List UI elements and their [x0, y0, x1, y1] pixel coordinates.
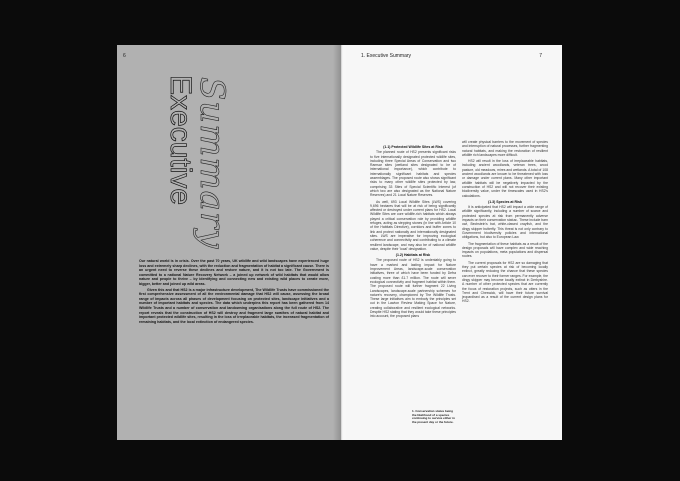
title-outline: Executive — [164, 75, 197, 206]
left-page — [117, 45, 341, 440]
section-heading-1-3: (1.3) Species at Risk — [488, 199, 522, 204]
title-script: Summary — [192, 77, 232, 250]
section-heading-1-2: (1.2) Habitats at Risk — [395, 253, 431, 258]
right-page — [341, 45, 562, 440]
col-a-paragraph: The proposed route of HS2 is undeniably going to have a marked and lasting impact for Nature Improvement Areas, landscape-scale conservation initiatives, three of which have been funded by Defra costing more than £1.7 million. The route will sever ecological connectivity and fragment habitat within them. The proposed route will further fragment 22 Living Landscapes, landscape-scale partnership schemes for nature's recovery, championed by The Wildlife Trusts. These large initiatives aim to embody the principles set out in the Lawton Review Making Space for Nature, creating collaborative and resilient ecological networks. Despite HS2 stating that they would take these principles into account, the proposed plans — [370, 258, 456, 319]
col-b-paragraph: will create physical barriers to the movement of species and interruption of natural processes, further fragmenting natural habitats, and making the restoration of resilient wildlife rich landscapes more difficult. — [462, 140, 548, 157]
col-b-paragraph: The fragmentation of these habitats as a result of the design proposals will have complex and wide reaching impacts on populations, meta populations and dispersal routes. — [462, 241, 548, 259]
running-head: 1. Executive Summary — [361, 53, 412, 59]
book-gutter — [333, 45, 349, 440]
left-body-text — [139, 259, 329, 324]
col-b-paragraph: The current proposals for HS2 are so damaging that they put certain species at risk of becoming locally extinct, greatly reducing the chance that these species can ever recover to their former ranges. For example, the dingy skipper may become locally extinct in Derbyshire. A number of other protected species that are currently the focus of restoration projects, such as otters in the Trent and Cheswick, will have their future survival jeopardised as a result of the current design plans for HS2. — [462, 260, 548, 304]
col-a-paragraph: The planned route of HS2 presents significant risks to five internationally designated protected wildlife sites, including three Special Areas of Conservation and two Ramsar sites (wetland sites designated to be of international importance), which contribute to internationally significant habitats and species assemblages. The proposed route also shows significant risks to many other wildlife sites protected by law, comprising 33 Sites of Special Scientific Interest (of which two are also designated as the National Nature Reserves) and 21 Local Nature Reserves. — [370, 150, 456, 198]
col-b-paragraph: It is anticipated that HS2 will impact a wide range of wildlife significantly, including a number of scarce and protected species at risk from permanently adverse impacts on their conservation status¹. These include barn owl, Bechstein's bat, white-clawed crayfish, and the dingy skipper butterfly. This threat is not only contrary to Government biodiversity policies and international obligations, but also to European Law. — [462, 205, 548, 240]
section-heading-1-1: (1.1) Protected Wildlife Sites at Risk — [383, 145, 443, 149]
left-paragraph-2: Given this and that HS2 is a major infrastructure development, The Wildlife Trusts have commissioned the first comprehensive assessment of all the environmental damage that HS2 will cause, assessing the broad range of impacts across all phases of development focusing on protected sites, landscape initiatives and a number of important habitats and species. The data which underpins this report has been gathered from 14 Wildlife Trusts and a number of conservation and landowning organisations along the full route of HS2. The report reveals that the construction of HS2 will destroy and fragment large swathes of natural habitat and important protected wildlife sites, resulting in the loss of irreplaceable habitats, the increased fragmentation of remaining habitats, and the local extinction of endangered species. — [139, 287, 329, 324]
left-page-number: 6 — [123, 53, 126, 59]
footnote: 1. Conservation status being the likelihood of a species continuing to survive either in the present day or the future. — [412, 409, 455, 424]
right-page-number: 7 — [539, 53, 542, 59]
col-b-paragraph: HS2 will result in the loss of irreplaceable habitats, including ancient woodlands, veteran trees, wood pasture, old meadows, mires and wetlands. A total of 108 ancient woodlands are known to be threatened with loss or damage under current plans. Many other important wildlife habitats will be negatively impacted by the construction of HS2 and will not recover their existing biodiversity value, under the timescales used in HS2's calculations. — [462, 159, 548, 198]
text-column-left — [370, 145, 456, 321]
col-a-paragraph: As well, 693 Local Wildlife Sites (LWS) covering 9,696 hectares that will be at risk of being significantly affected or destroyed under current plans for HS2. Local Wildlife Sites are core wildlife-rich habitats which always played a critical conservation role by providing wildlife refuges, acting as stepping stones (in line with Article 10 of the Habitats Directive), corridors and buffer zones to link and protect nationally and internationally designated sites. LWS are imperative for improving ecological coherence and connectivity and contributing to a climate resilient landscape, and may also be of national wildlife value, despite their 'local' designation. — [370, 199, 456, 251]
left-paragraph-1: Our natural world is in crisis. Over the past 70 years, UK wildlife and wild landscapes have experienced huge loss and extremely sharp declines, with the reduction and fragmentation of habitat a significant cause. There is an urgent need to reverse these declines and restore nature, and it is not too late. The Government is committed to a national Nature Recovery Network – a joined up network of wild habitats that would allow nature and people to thrive – by identifying and connecting new and existing wild places to create more, bigger, better and joined up wild areas. — [139, 259, 329, 286]
text-column-right — [462, 140, 548, 306]
